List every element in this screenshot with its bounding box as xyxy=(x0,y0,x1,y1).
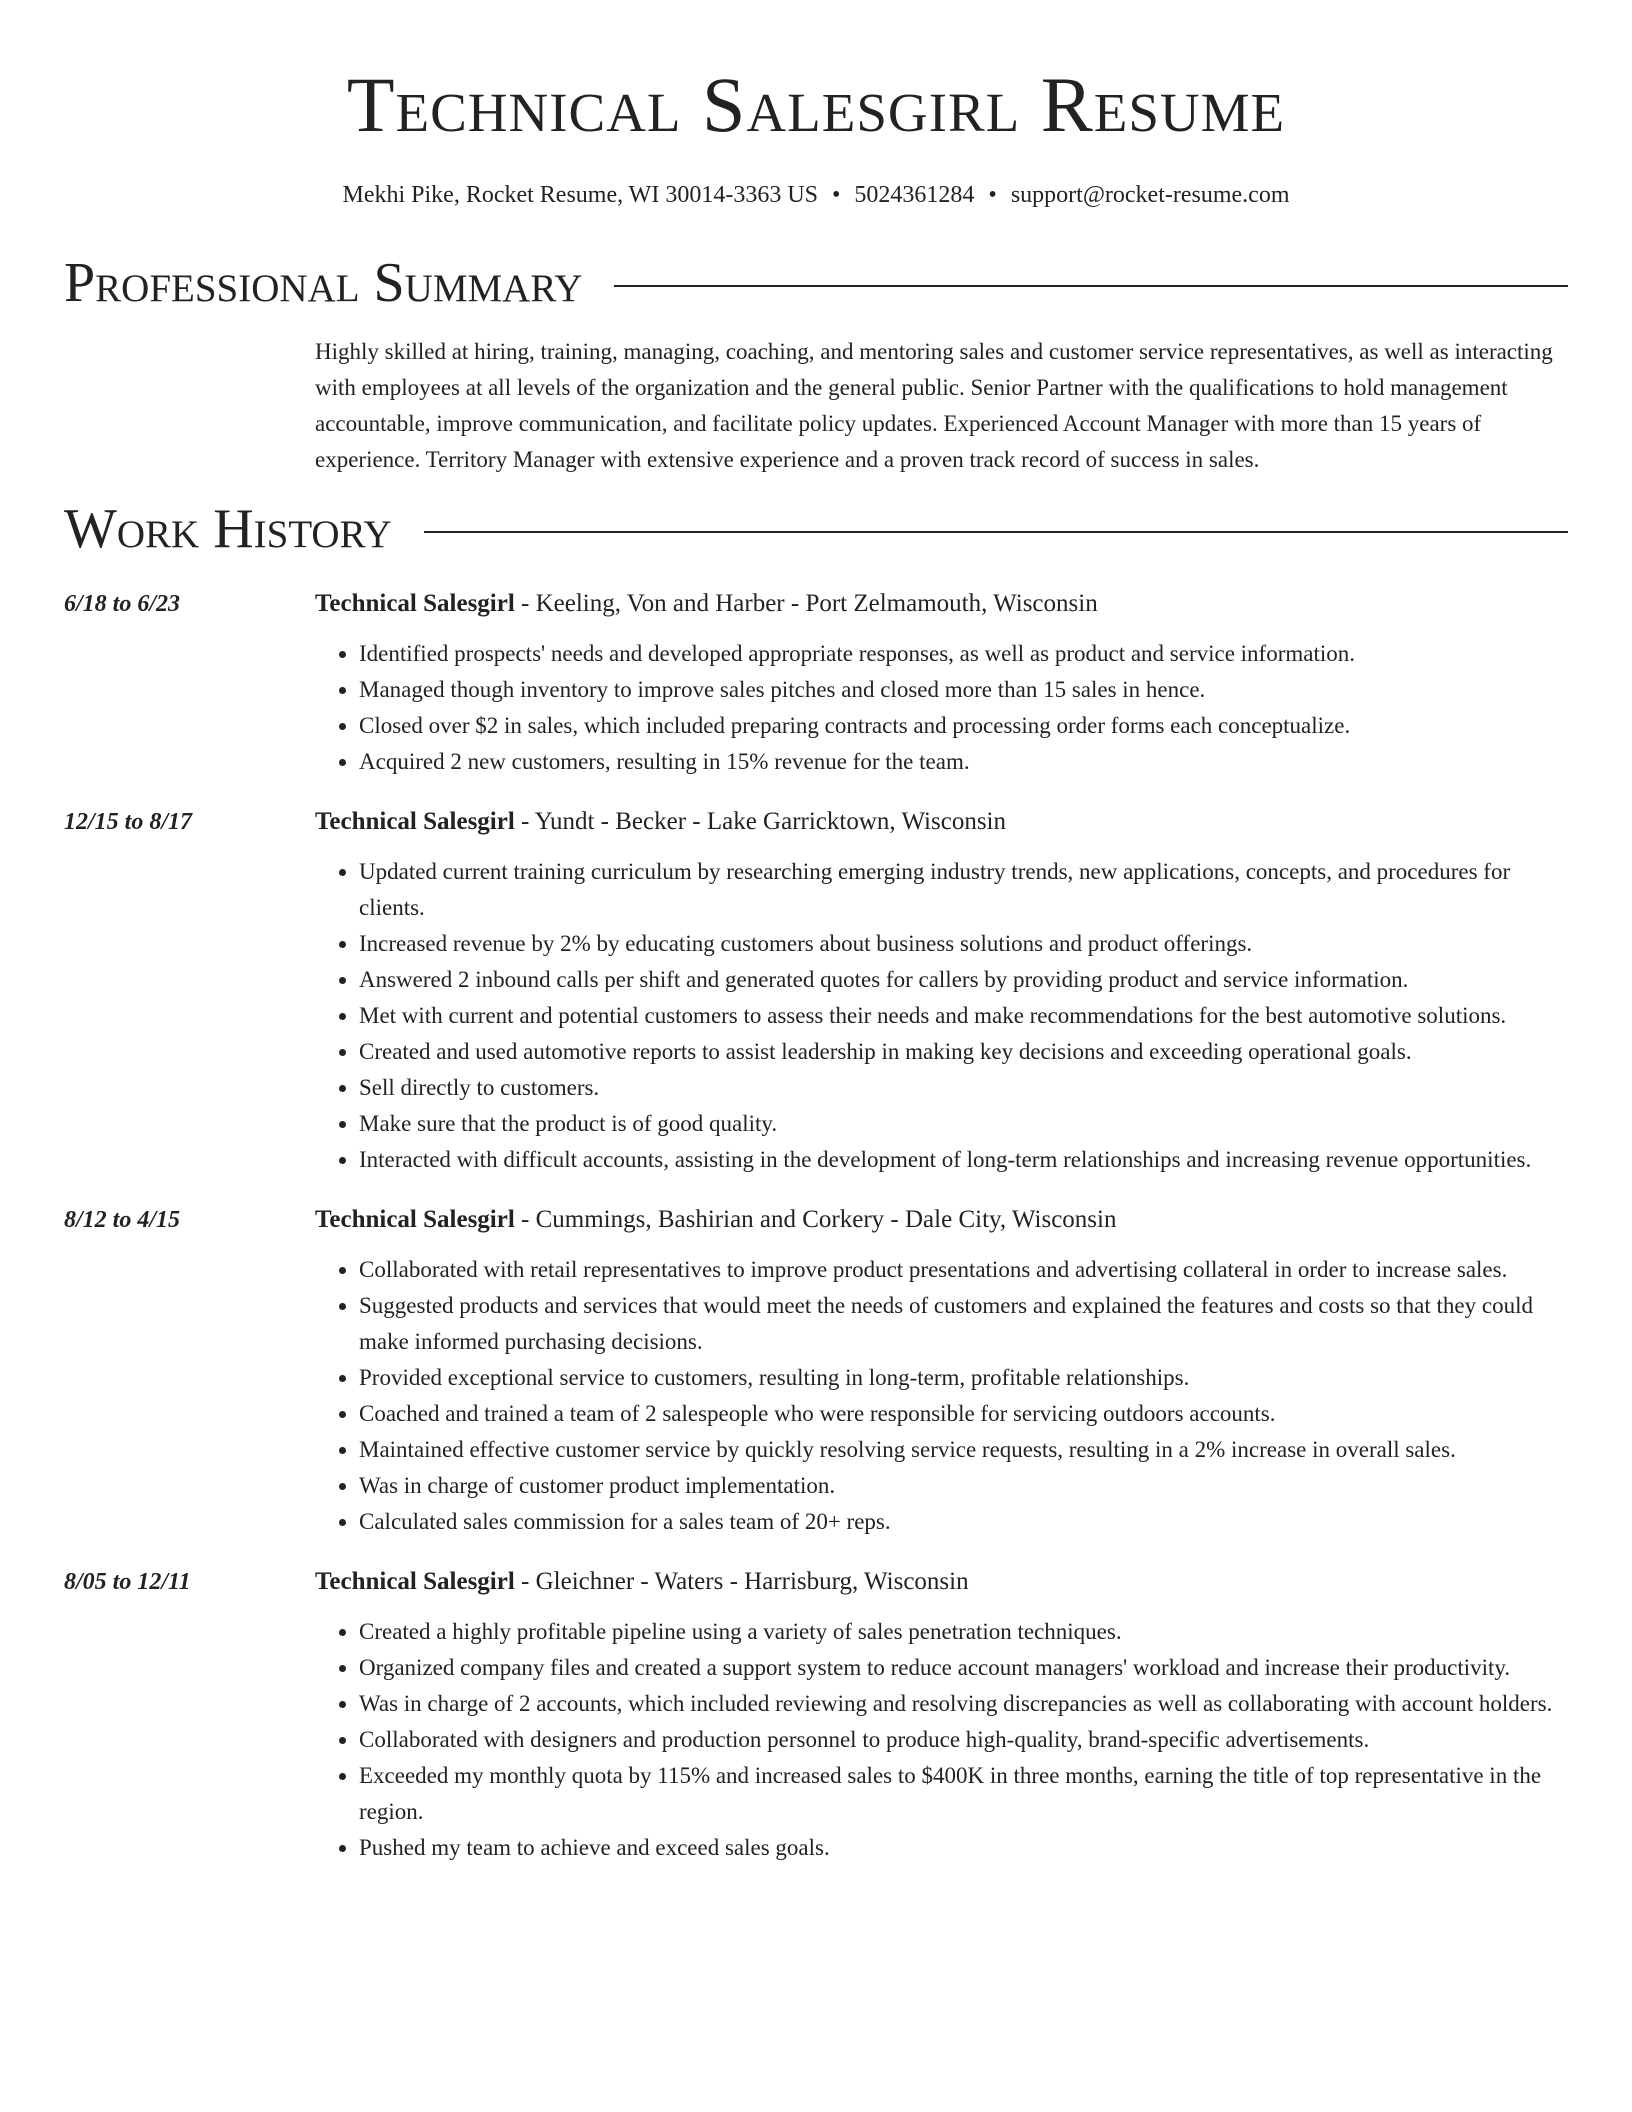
job-bullets xyxy=(315,636,1568,780)
job-bullet: • Calculated sales commission for a sales team of 20+ reps. xyxy=(359,1504,1568,1540)
job-bullet: • Created and used automotive reports to assist leadership in making key decisions and exceeding operational goals. xyxy=(359,1034,1568,1070)
summary-heading: Professional Summary xyxy=(64,252,583,314)
work-history-list xyxy=(64,586,1568,1866)
contact-line xyxy=(64,180,1568,210)
job-bullet: • Increased revenue by 2% by educating customers about business solutions and product offerings. xyxy=(359,926,1568,962)
job-body xyxy=(315,1202,1568,1540)
job-bullets xyxy=(315,854,1568,1178)
contact-separator: • xyxy=(988,182,997,208)
job-title xyxy=(315,1202,1568,1238)
job-bullet: • Coached and trained a team of 2 salespeople who were responsible for servicing outdoors accounts. xyxy=(359,1396,1568,1432)
job-bullets xyxy=(315,1614,1568,1866)
job-bullet: • Answered 2 inbound calls per shift and generated quotes for callers by providing product and service information. xyxy=(359,962,1568,998)
job-dates: 12/15 to 8/17 xyxy=(64,809,193,835)
section-divider xyxy=(424,531,1568,533)
job-bullet: • Interacted with difficult accounts, assisting in the development of long-term relationships and increasing revenue opportunities. xyxy=(359,1142,1568,1178)
job-bullet: • Collaborated with retail representatives to improve product presentations and advertising collateral in order to increase sales. xyxy=(359,1252,1568,1288)
job-body xyxy=(315,804,1568,1178)
job-bullet: • Acquired 2 new customers, resulting in 15% revenue for the team. xyxy=(359,744,1568,780)
contact-email: support@rocket-resume.com xyxy=(1010,182,1290,208)
job-bullet: • Exceeded my monthly quota by 115% and increased sales to $400K in three months, earning the title of top representative in the region. xyxy=(359,1758,1568,1830)
contact-phone: 5024361284 xyxy=(854,182,975,208)
summary-text: Highly skilled at hiring, training, managing, coaching, and mentoring sales and customer service representatives, as well as interacting with employees at all levels of the organization and the general public. Senior Partner with the qualifications to hold management accountable, improve communication, and facilitate policy updates. Experienced Account Manager with more than 15 years of experience. Territory Manager with extensive experience and a proven track record of success in sales. xyxy=(315,339,1553,472)
job-title xyxy=(315,1564,1568,1600)
job-entry xyxy=(64,804,1568,1178)
job-bullet: • Pushed my team to achieve and exceed sales goals. xyxy=(359,1830,1568,1866)
section-divider xyxy=(614,285,1568,287)
job-body xyxy=(315,586,1568,780)
work-heading: Work History xyxy=(64,498,392,560)
job-role: Technical Salesgirl xyxy=(315,1568,515,1595)
job-bullet: • Maintained effective customer service by quickly resolving service requests, resulting in a 2% increase in overall sales. xyxy=(359,1432,1568,1468)
contact-separator: • xyxy=(832,182,841,208)
work-section-header xyxy=(64,494,1568,564)
job-bullet: • Organized company files and created a support system to reduce account managers' workload and increase their productivity. xyxy=(359,1650,1568,1686)
summary-section-header xyxy=(64,248,1568,318)
job-bullets xyxy=(315,1252,1568,1540)
job-bullet: • Closed over $2 in sales, which included preparing contracts and processing order forms each conceptualize. xyxy=(359,708,1568,744)
job-bullet: • Updated current training curriculum by researching emerging industry trends, new applications, concepts, and procedures for clients. xyxy=(359,854,1568,926)
job-dates: 6/18 to 6/23 xyxy=(64,591,181,617)
job-bullet: • Suggested products and services that would meet the needs of customers and explained the features and costs so that they could make informed purchasing decisions. xyxy=(359,1288,1568,1360)
job-role: Technical Salesgirl xyxy=(315,1206,515,1233)
contact-address: Mekhi Pike, Rocket Resume, WI 30014-3363 US xyxy=(342,182,818,208)
job-role: Technical Salesgirl xyxy=(315,590,515,617)
job-body xyxy=(315,1564,1568,1866)
job-bullet: • Provided exceptional service to customers, resulting in long-term, profitable relationships. xyxy=(359,1360,1568,1396)
job-bullet: • Managed though inventory to improve sales pitches and closed more than 15 sales in hence. xyxy=(359,672,1568,708)
job-title xyxy=(315,586,1568,622)
job-bullet: • Collaborated with designers and production personnel to produce high-quality, brand-specific advertisements. xyxy=(359,1722,1568,1758)
job-entry xyxy=(64,1564,1568,1866)
job-bullet: • Make sure that the product is of good quality. xyxy=(359,1106,1568,1142)
page-title: Technical Salesgirl Resume xyxy=(346,61,1286,148)
job-bullet: • Identified prospects' needs and developed appropriate responses, as well as product and service information. xyxy=(359,636,1568,672)
job-bullet: • Sell directly to customers. xyxy=(359,1070,1568,1106)
job-bullet: • Met with current and potential customers to assess their needs and make recommendations for the best automotive solutions. xyxy=(359,998,1568,1034)
job-details: - Cummings, Bashirian and Corkery - Dale City, Wisconsin xyxy=(514,1206,1117,1233)
job-title xyxy=(315,804,1568,840)
job-details: - Keeling, Von and Harber - Port Zelmamouth, Wisconsin xyxy=(514,590,1098,617)
job-dates: 8/05 to 12/11 xyxy=(64,1569,191,1595)
job-entry xyxy=(64,1202,1568,1540)
job-dates: 8/12 to 4/15 xyxy=(64,1207,181,1233)
job-entry xyxy=(64,586,1568,780)
job-details: - Yundt - Becker - Lake Garricktown, Wisconsin xyxy=(514,808,1006,835)
job-bullet: • Was in charge of customer product implementation. xyxy=(359,1468,1568,1504)
job-bullet: • Created a highly profitable pipeline using a variety of sales penetration techniques. xyxy=(359,1614,1568,1650)
job-details: - Gleichner - Waters - Harrisburg, Wisconsin xyxy=(514,1568,969,1595)
job-bullet: • Was in charge of 2 accounts, which included reviewing and resolving discrepancies as well as collaborating with account holders. xyxy=(359,1686,1568,1722)
job-role: Technical Salesgirl xyxy=(315,808,515,835)
